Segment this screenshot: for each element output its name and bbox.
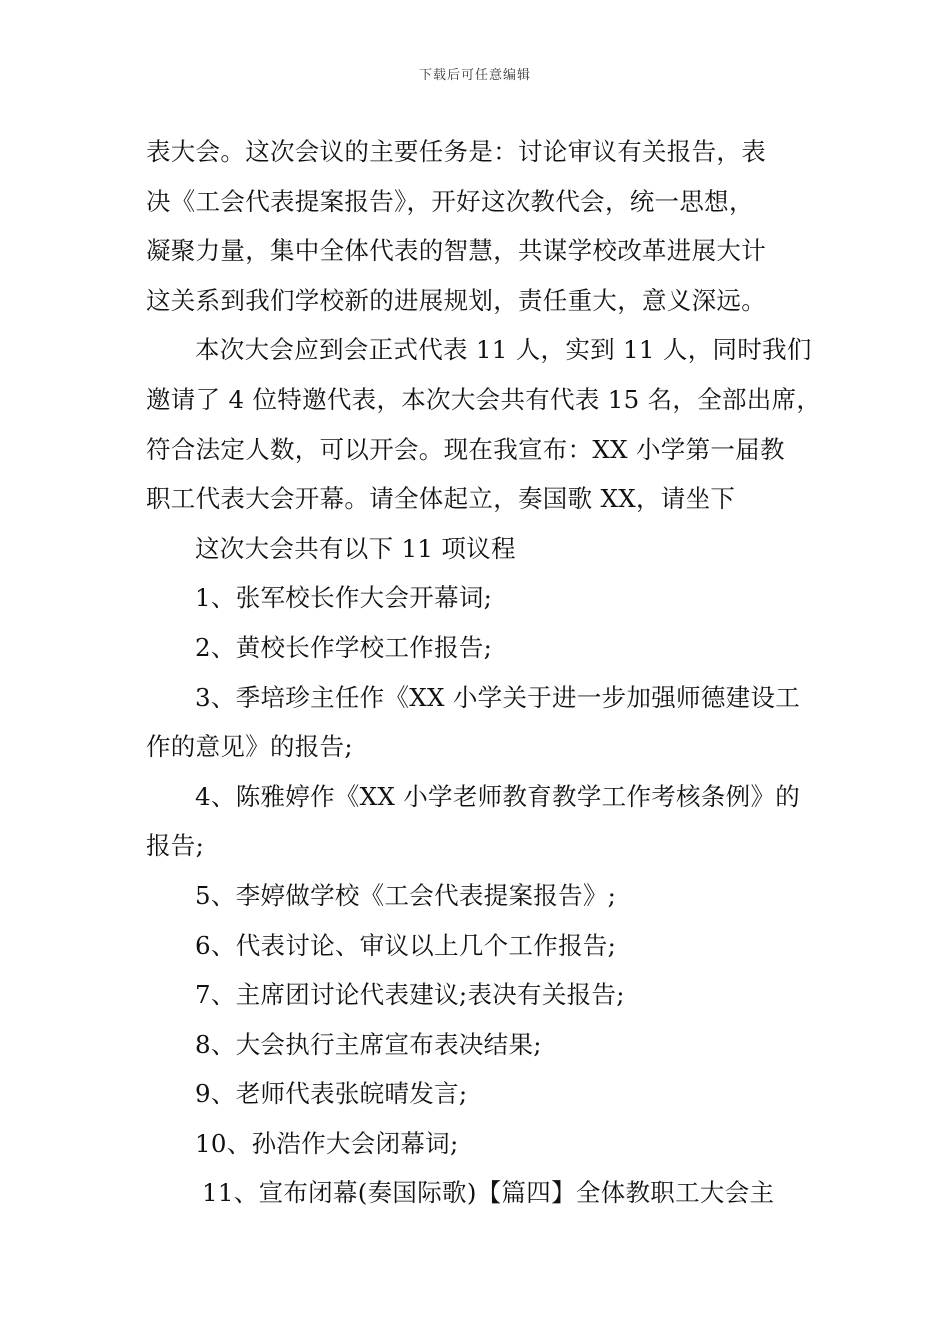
agenda-item: 5、李婷做学校《工会代表提案报告》;	[195, 880, 617, 910]
paragraph-line: 本次大会应到会正式代表 11 人，实到 11 人，同时我们	[195, 335, 812, 365]
paragraph-line: 凝聚力量，集中全体代表的智慧，共谋学校改革进展大计	[146, 236, 766, 266]
agenda-item: 1、张军校长作大会开幕词;	[195, 583, 493, 613]
paragraph-line: 邀请了 4 位特邀代表，本次大会共有代表 15 名，全部出席，	[146, 384, 822, 414]
paragraph-line: 决《工会代表提案报告》，开好这次教代会，统一思想，	[146, 186, 754, 216]
agenda-item: 4、陈雅婷作《XX 小学老师教育教学工作考核条例》的	[195, 781, 801, 811]
document-body	[146, 127, 822, 1218]
page-header: 下载后可任意编辑	[418, 68, 531, 83]
paragraph-line: 符合法定人数，可以开会。现在我宣布：XX 小学第一届教	[146, 434, 785, 464]
agenda-intro: 这次大会共有以下 11 项议程	[195, 533, 516, 563]
agenda-item: 6、代表讨论、审议以上几个工作报告;	[195, 930, 617, 960]
paragraph-line: 职工代表大会开幕。请全体起立，奏国歌 XX，请坐下	[146, 484, 736, 514]
agenda-item: 7、主席团讨论代表建议;表决有关报告;	[195, 980, 625, 1010]
agenda-item: 3、季培珍主任作《XX 小学关于进一步加强师德建设工	[195, 682, 801, 712]
agenda-item: 10、孙浩作大会闭幕词;	[195, 1128, 459, 1158]
agenda-item: 9、老师代表张皖晴发言;	[195, 1079, 468, 1109]
paragraph-line: 表大会。这次会议的主要任务是：讨论审议有关报告，表	[146, 137, 766, 166]
agenda-item: 8、大会执行主席宣布表决结果;	[195, 1029, 542, 1059]
agenda-item-continuation: 报告;	[146, 831, 205, 861]
paragraph-line: 这关系到我们学校新的进展规划，责任重大，意义深远。	[146, 285, 766, 315]
agenda-item: 2、黄校长作学校工作报告;	[195, 632, 493, 662]
agenda-item: 11、宣布闭幕(奏国际歌)【篇四】全体教职工大会主	[202, 1178, 775, 1208]
agenda-item-continuation: 作的意见》的报告;	[146, 732, 353, 762]
